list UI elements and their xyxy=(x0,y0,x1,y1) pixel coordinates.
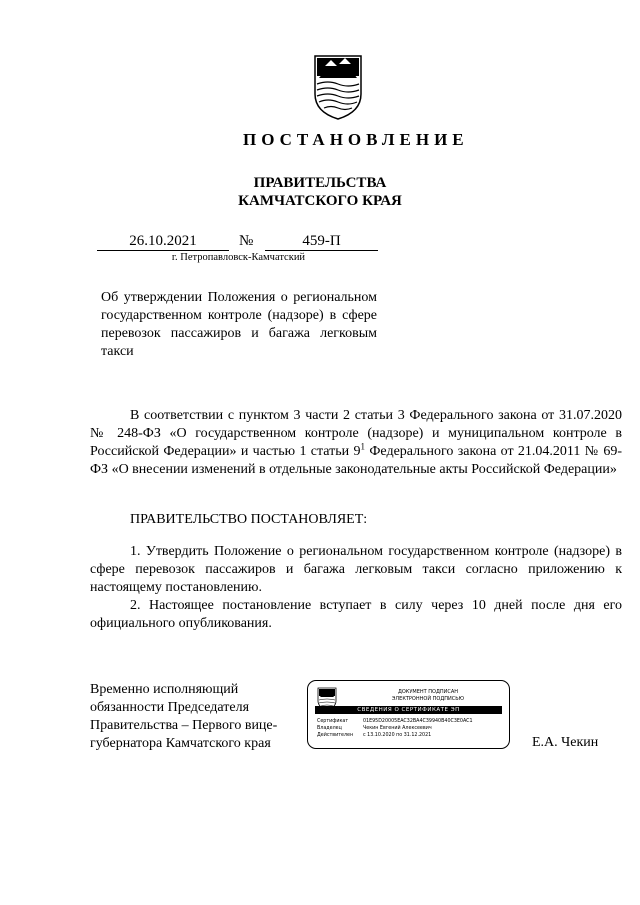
validity-label: Действителен xyxy=(317,733,354,738)
decree-heading: ПРАВИТЕЛЬСТВО ПОСТАНОВЛЯЕТ: xyxy=(130,512,368,527)
issuer-line-1: ПРАВИТЕЛЬСТВА xyxy=(253,175,387,191)
issuer-line-2: КАМЧАТСКОГО КРАЯ xyxy=(238,193,402,209)
owner-label: Владелец xyxy=(317,726,342,731)
date-number-row xyxy=(97,233,380,253)
position-line: Временно исполняющий xyxy=(90,682,239,697)
certificate-row xyxy=(317,719,503,725)
article-superscript: 1 xyxy=(360,441,366,452)
certificate-label: Сертификат xyxy=(317,719,349,724)
preamble-text-b: Федерального закона от 21.04.2011 № 69-ФЗ «О внесении изменений в отдельные законодательные акты Российской Федерации» xyxy=(90,444,622,477)
document-number: 459-П xyxy=(265,233,378,251)
position-line: губернатора Камчатского края xyxy=(90,736,271,751)
number-sign: № xyxy=(239,233,254,249)
stamp-line-1: ДОКУМЕНТ ПОДПИСАН xyxy=(397,689,459,695)
document-date: 26.10.2021 xyxy=(97,233,229,251)
signatory-name: Е.А. Чекин xyxy=(532,735,599,750)
owner-value: Чекин Евгений Алексеевич xyxy=(363,726,432,731)
preamble-paragraph xyxy=(90,407,622,479)
validity-value: с 13.10.2020 по 31.12.2021 xyxy=(363,733,432,738)
city: г. Петропавловск-Камчатский xyxy=(171,252,306,263)
document-subject: Об утверждении Положения о региональном государственном контроле (надзоре) в сфере перевозок пассажиров и багажа легковым такси xyxy=(101,290,377,359)
owner-row xyxy=(317,726,503,732)
position-line: обязанности Председателя xyxy=(90,700,250,715)
signatory-position xyxy=(90,681,300,753)
certificate-value: 01E95D20005EAC32BA4C39940B40C3E0AC1 xyxy=(363,719,473,724)
electronic-signature-stamp xyxy=(307,680,510,749)
validity-row xyxy=(317,733,503,739)
stamp-band: СВЕДЕНИЯ О СЕРТИФИКАТЕ ЭП xyxy=(315,706,502,714)
stamp-line-2: ЭЛЕКТРОННОЙ ПОДПИСЬЮ xyxy=(391,696,465,702)
item-2-paragraph: 2. Настоящее постановление вступает в силу через 10 дней после дня его официального опубликования. xyxy=(90,598,622,631)
preamble-text-a: В соответствии с пунктом 3 части 2 статьи 3 Федерального закона от 31.07.2020 № 248-ФЗ «О государственном контроле (надзоре) и муниципальном контроле в Российской Федерации» и частью 1 статьи 9 xyxy=(90,408,622,459)
position-line: Правительства – Первого вице- xyxy=(90,718,278,733)
item-1-paragraph: 1. Утвердить Положение о региональном государственном контроле (надзоре) в сфере перевозок пассажиров и багажа легковым такси согласно приложению к настоящему постановлению. xyxy=(90,544,622,595)
coat-of-arms-icon xyxy=(311,52,365,122)
document-title: ПОСТАНОВЛЕНИЕ xyxy=(243,130,469,149)
